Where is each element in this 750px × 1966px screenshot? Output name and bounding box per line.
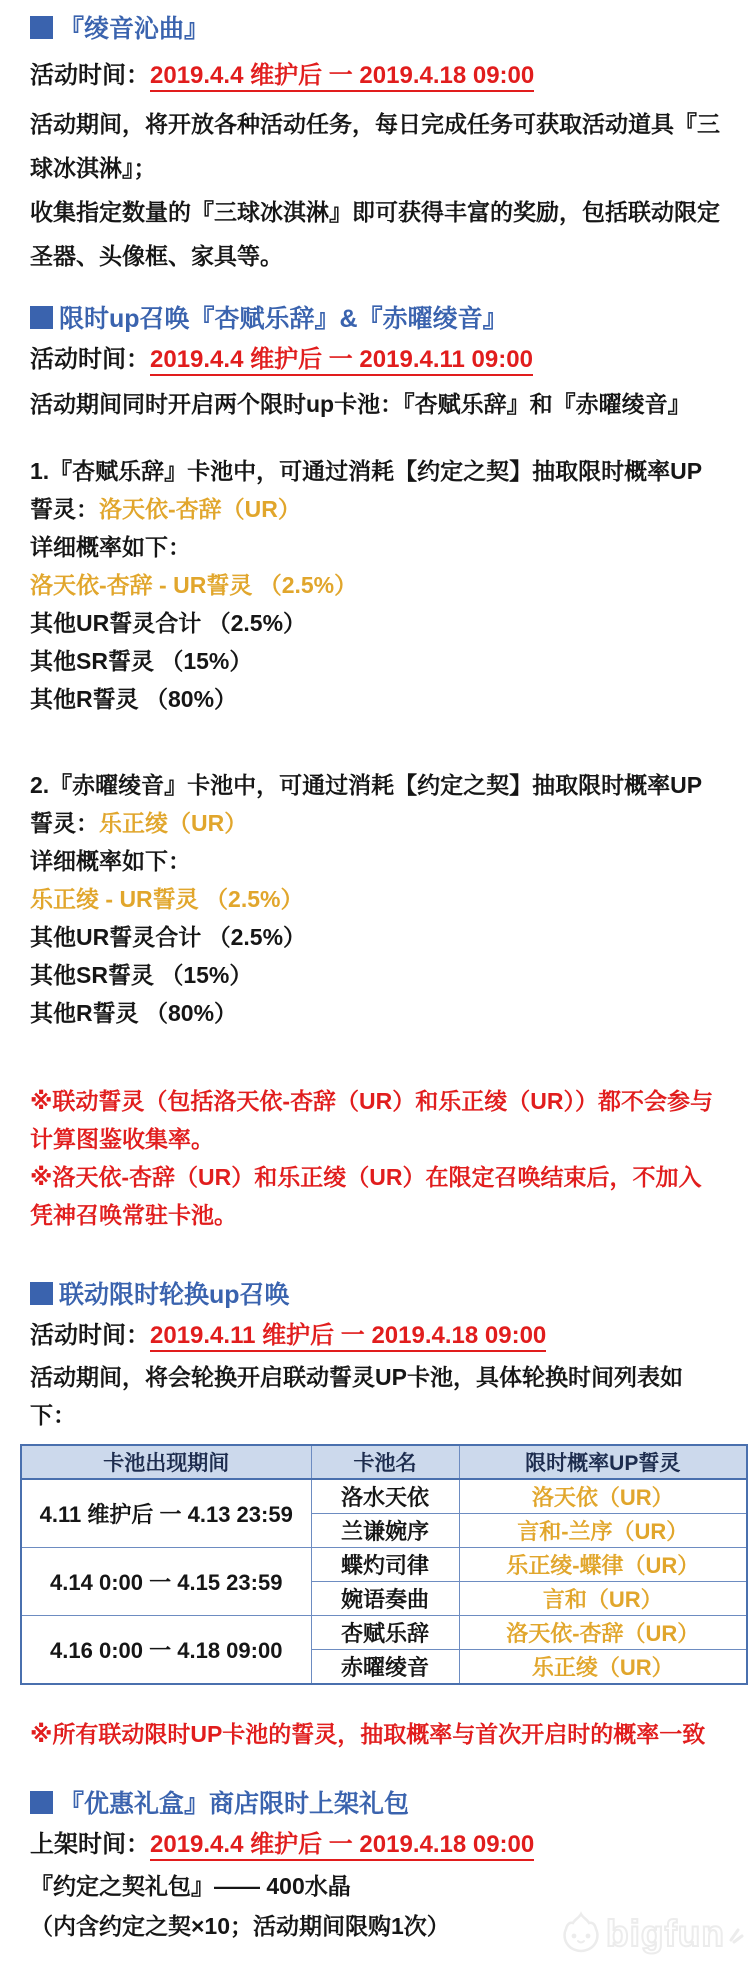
watermark-sparkle-icon: [728, 1924, 744, 1944]
summon-note-1: ※联动誓灵（包括洛天依-杏辞（UR）和乐正绫（UR））都不会参与计算图鉴收集率。: [30, 1088, 713, 1152]
table-cell-pool: 赤曜绫音: [311, 1650, 459, 1685]
summon-paragraph: 活动期间同时开启两个限时up卡池：『杏赋乐辞』和『赤曜绫音』: [30, 391, 691, 417]
table-header-up: 限时概率UP誓灵: [459, 1445, 747, 1479]
table-cell-up: 言和（UR）: [459, 1582, 747, 1616]
table-cell-up: 乐正绫-蝶律（UR）: [459, 1548, 747, 1582]
table-cell-pool: 婉语奏曲: [311, 1582, 459, 1616]
square-bullet-icon: [30, 1282, 53, 1305]
summon-time-row: [30, 342, 722, 378]
pool1-other-rate-sr: 其他SR誓灵 （15%）: [30, 648, 253, 674]
summon-notes-block: [30, 1082, 722, 1234]
pool1-other-rate-ur: 其他UR誓灵合计 （2.5%）: [30, 610, 307, 636]
event1-paragraph-1: 活动期间，将开放各种活动任务，每日完成任务可获取活动道具『三球冰淇淋』；: [30, 111, 720, 181]
shop-time-value: 2019.4.4 维护后 一 2019.4.18 09:00: [150, 1831, 534, 1861]
pool1-up-rate: 洛天依-杏辞 - UR誓灵 （2.5%）: [30, 572, 358, 598]
square-bullet-icon: [30, 1791, 53, 1814]
table-cell-period-3: 4.16 0:00 一 4.18 09:00: [21, 1616, 311, 1685]
table-cell-up: 言和-兰序（UR）: [459, 1514, 747, 1548]
table-cell-up: 洛天依（UR）: [459, 1479, 747, 1514]
pool1-up-name: 洛天依-杏辞（UR）: [99, 496, 301, 522]
shop-time-row: [30, 1827, 722, 1863]
pool2-intro: [30, 766, 722, 842]
pool2-up-rate: 乐正绫 - UR誓灵 （2.5%）: [30, 886, 304, 912]
section-heading-summon-text: 限时up召唤『杏赋乐辞』&『赤曜绫音』: [59, 305, 508, 333]
table-header-period: 卡池出现期间: [21, 1445, 311, 1479]
table-cell-up: 洛天依-杏辞（UR）: [459, 1616, 747, 1650]
summon-time-label: 活动时间：: [30, 346, 150, 373]
table-cell-pool: 兰谦婉序: [311, 1514, 459, 1548]
pool2-up-name: 乐正绫（UR）: [99, 810, 248, 836]
bigfun-watermark-text: bigfun: [605, 1913, 725, 1954]
section-heading-shop-text: 『优惠礼盒』商店限时上架礼包: [59, 1790, 410, 1818]
section-heading-event1: [30, 12, 722, 46]
table-cell-pool: 蝶灼司律: [311, 1548, 459, 1582]
event1-time-label: 活动时间：: [30, 62, 150, 89]
shop-time-label: 上架时间：: [30, 1831, 150, 1858]
rotation-time-value: 2019.4.11 维护后 一 2019.4.18 09:00: [150, 1322, 546, 1352]
shop-pack-detail: （内含约定之契×10；活动期间限购1次）: [30, 1913, 450, 1939]
table-row: [21, 1548, 747, 1582]
pool2-other-rate-ur: 其他UR誓灵合计 （2.5%）: [30, 924, 307, 950]
bigfun-mascot-icon: [559, 1910, 603, 1958]
event1-time-row: [30, 58, 722, 94]
rotation-paragraph: 活动期间，将会轮换开启联动誓灵UP卡池，具体轮换时间列表如下：: [30, 1364, 683, 1428]
pool2-other-rate-sr: 其他SR誓灵 （15%）: [30, 962, 253, 988]
pool1-detail-label: 详细概率如下：: [30, 534, 191, 560]
table-cell-up: 乐正绫（UR）: [459, 1650, 747, 1685]
square-bullet-icon: [30, 16, 53, 39]
section-heading-event1-text: 『绫音沁曲』: [59, 15, 210, 43]
table-cell-period-2: 4.14 0:00 一 4.15 23:59: [21, 1548, 311, 1616]
section-heading-rotation: [30, 1278, 722, 1312]
pool2-detail-label: 详细概率如下：: [30, 848, 191, 874]
table-row: [21, 1616, 747, 1650]
summon-note-2: ※洛天依-杏辞（UR）和乐正绫（UR）在限定召唤结束后，不加入凭神召唤常驻卡池。: [30, 1164, 702, 1228]
table-row: [21, 1479, 747, 1514]
pool1-block: [30, 452, 722, 718]
bigfun-watermark: [559, 1910, 744, 1958]
rotation-time-row: [30, 1318, 722, 1354]
section-heading-summon: [30, 302, 722, 336]
rotation-note: ※所有联动限时UP卡池的誓灵，抽取概率与首次开启时的概率一致: [30, 1721, 706, 1747]
table-header-pool: 卡池名: [311, 1445, 459, 1479]
square-bullet-icon: [30, 306, 53, 329]
event1-paragraph-2: 收集指定数量的『三球冰淇淋』即可获得丰富的奖励，包括联动限定圣器、头像框、家具等。: [30, 199, 720, 269]
table-header-row: [21, 1445, 747, 1479]
table-cell-pool: 杏赋乐辞: [311, 1616, 459, 1650]
rotation-time-label: 活动时间：: [30, 1322, 150, 1349]
pool2-other-rate-r: 其他R誓灵 （80%）: [30, 1000, 238, 1026]
pool2-intro-text: 2.『赤曜绫音』卡池中，可通过消耗【约定之契】抽取限时概率UP誓灵：: [30, 772, 703, 836]
summon-time-value: 2019.4.4 维护后 一 2019.4.11 09:00: [150, 346, 533, 376]
section-heading-shop: [30, 1787, 722, 1821]
section-heading-rotation-text: 联动限时轮换up召唤: [59, 1281, 290, 1309]
pool1-intro-text: 1.『杏赋乐辞』卡池中，可通过消耗【约定之契】抽取限时概率UP誓灵：: [30, 458, 703, 522]
shop-pack-line: 『约定之契礼包』—— 400水晶: [30, 1873, 351, 1899]
pool1-intro: [30, 452, 722, 528]
table-cell-pool: 洛水天依: [311, 1479, 459, 1514]
rotation-table: [20, 1444, 748, 1685]
pool2-block: [30, 766, 722, 1032]
event1-time-value: 2019.4.4 维护后 一 2019.4.18 09:00: [150, 62, 534, 92]
table-cell-period-1: 4.11 维护后 一 4.13 23:59: [21, 1479, 311, 1548]
pool1-other-rate-r: 其他R誓灵 （80%）: [30, 686, 238, 712]
